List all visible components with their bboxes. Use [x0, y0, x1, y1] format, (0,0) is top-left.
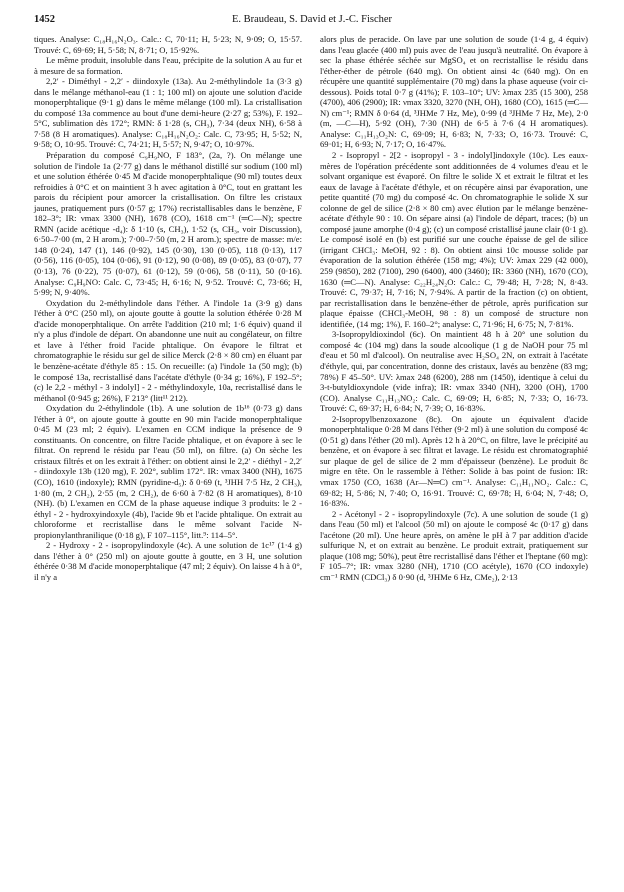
- paragraph: Le même produit, insoluble dans l'eau, précipite de la solution A au fur et à mesure de sa formation.: [34, 55, 302, 76]
- paragraph: 3-Isopropyldioxindol (6c). On maintient 48 h à 20° une solution du composé 4c (104 mg) dans la soude alcoolique (1 g de NaOH pour 75 ml d'eau et 50 ml d'alcool). On neutralise avec H₂SO₄ 2N, on extrait à l'acétate d'éthyle, qui, par concentration, donne des cristaux, lavés au benzène (83 mg; 78%) F 45–50°. UV: λmax 248 (6200), 288 nm (1450), identique à celui du 3-t-butyldioxyndole (vide infra); IR: νmax 3340 (NH), 3200 (OH), 1700 (CO). Analyse C₁₁H₁₃NO₂: Calc. C, 69·09; H, 6·85; N, 7·33; O, 16·73. Trouvé: C, 69·37; H, 6·84; N, 7·39; O, 16·83%.: [320, 329, 588, 414]
- right-column: [320, 34, 588, 582]
- paragraph: 2-Isopropylbenzoxazone (8c). On ajoute un équivalent d'acide monoperphtalique 0·28 M dans l'éther (9·2 ml) à une solution du composé 4c (0·51 g) dans l'éther (20 ml). Après 12 h à 20°C, on filtre, lave le précipité au benzène, et on évapore à sec filtrat et lavage. Le résidu est chromatographié sur plaque de gel de silice de 2 mm d'épaisseur (benzène). Le produit 8c migre en tête. On le rassemble à l'éther: Solide à bas point de fusion: IR: νmax 1750 (CO, 1638 (Ar—N═C) cm⁻¹. Analyse: C₁₁H₁₁NO₂. Calc.: C, 69·82; H, 5·86; N, 7·40; O, 16·91. Trouvé: C, 69·78; H, 6·04; N, 7·48; O, 16·83%.: [320, 413, 588, 509]
- left-column: [34, 34, 302, 582]
- paragraph: 2 - Hydroxy - 2 - isopropylindoxyle (4c). A une solution de 1c¹⁷ (1·4 g) dans l'éther à 0° (250 ml) on ajoute goutte à goutte, en 3 H, une solution éthérée 0·38 M d'acide monoperphtalique (47 ml; 2 équiv). On laisse 4 h à 0°, il n'y a: [34, 540, 302, 582]
- paragraph: Préparation du composé C₉H₉NO, F 183°, (2a, ?). On mélange une solution de l'indole 1a (2·77 g) dans le méthanol distillé sur sodium (100 ml) et une solution éthérée 0·45 M d'acide monoperphtalique (90 ml) toutes deux refroidies à 0°C et on maintient 3 h avec agitation à 0°C, tout en grattant les parois du récipient pour amorcer la cristallisation. On filtre les cristaux jaunes, pratiquement purs (0·57 g; 17%) recristallisables dans le benzène, F 182–3°; IR: νmax 3300 (NH), 1678 (CO), 1618 cm⁻¹ (═C—N); spectre RMN (acide acétique -d₄): δ 1·10 (s, CH₃), 1·52 (s, CH₃, voir Discussion), 6·50–7·00 (m, 2 H arom.); 7·00–7·50 (m, 2 H arom.); spectre de masse: m/e: 148 (0·24), 147 (1), 146 (0·92), 145 (0·30), 130 (0·05), 118 (0·13), 117 (0·56), 116 (0·05), 104 (0·06), 91 (0·12), 90 (0·08), 89 (0·05), 83 (0·07), 77 (0·13), 76 (0·22), 75 (0·07), 61 (0·12), 59 (0·06), 58 (0·11), 50 (0·16). Analyse: C₉H₉NO: Calc. C, 73·45; H, 6·16; N, 9·52. Trouvé: C, 73·66; H, 5·99; N, 9·40%.: [34, 150, 302, 298]
- paragraph: tiques. Analyse: C₁₈H₁₆N₂O₃. Calc.: C, 70·11; H, 5·23; N, 9·09; O, 15·57. Trouvé: C, 69·69; H, 5·58; N, 8·71; O, 15·92%.: [34, 34, 302, 55]
- paragraph: Oxydation du 2-éthylindole (1b). A une solution de 1b¹⁶ (0·73 g) dans l'éther à 0°, on ajoute goutte à goutte en 90 min l'acide monoperphtalique 0·45 M (23 ml; 2 équiv). L'examen en CCM indique la présence de 9 constituants. On concentre, on filtre l'acide phtalique, et on évapore à sec le filtrat. On reprend le résidu par l'eau (50 ml), on filtre. (a) On sèche les cristaux filtrés et on les extrait à l'éther: on obtient ainsi le 2,2′ - diéthyl - 2,2′ - diindoxyle 13b (120 mg), F. 202°, sublim 172°. IR: νmax 3400 (NH), 1675 (CO), 1610 (indoxyle); RMN (pyridine-d₅): δ 0·69 (t, ³JHH 7·5 Hz, 2 CH₃), 1·80 (m, 2 CH₂), 2·55 (m, 2 CH₂), de 6·60 à 7·82 (8 H aromatiques), 8·10 (NH). (b) L'examen en CCM de la phase aqueuse indique 3 produits: le 2 - éthyl - 2 - hydroxyindoxyle (4b), l'acide 9b et l'acide phtalique. On extrait au chloroforme et recristallise dans le même solvant l'acide N-propionylanthranilique (0·18 g), F 107–115°, litt.⁹: 114–5°.: [34, 403, 302, 540]
- paragraph: 2 - Isopropyl - 2[2 - isopropyl - 3 - indolyl]indoxyle (10c). Les eaux-mères de l'opération précédente sont additionnées de 4 volumes d'eau et le solvant organique est évaporé. On filtre le solide X et extrait le filtrat et les eaux de lavage à l'acétate d'éthyle, et on récupère ainsi par évaporation, une petite quantité (70 mg) du composé 4c. On chromatographie le solide X sur colonne de gel de silice (2·8 × 80 cm) avec élution par le mélange benzène-acétate d'éthyle 90 : 10. On sépare ainsi (a) l'indole de départ, traces; (b) un composé jaune amorphe (0·4 g); (c) un composé cristallisé jaune clair (0·1 g). Le composé isolé en (b) est purifié sur une couche épaisse de gel de silice (irrigant CHCl₃: MeOH, 92 : 8). On obtient ainsi 10c mousse solide par évaporation de la solution éthérée (158 mg; 4%); UV: λmax 229 (42 000), 259 (9850), 282 (7100), 290 (6400), 400 (3460); IR: 3360 (NH), 1670 (CO), 1630 (═C—N). Analyse: C₂₂H₂₄N₂O: Calc.: C, 79·48; H, 7·28; N, 8·43. Trouvé: C, 79·37; H, 7·16; N, 7·94%. A partir de la fraction (c) on obtient, par recristallisation dans le benzène-éther de pétrole, après purification sur plaque épaisse (CHCl₃-MeOH, 98 : 8) un composé de structure non identifiée, (14 mg; 1%), F. 160–2°; analyse: C, 71·96; H, 6·75; N, 7·81%.: [320, 150, 588, 329]
- paragraph: 2 - Acétonyl - 2 - isopropylindoxyle (7c). A une solution de soude (1 g) dans l'eau (50 ml) et l'alcool (50 ml) on ajoute le composé 4c (0·17 g) dans l'acétone (20 ml). Une heure après, on amène le pH à 7 par addition d'acide sulfurique N, et on extrait au benzène. Le produit extrait, pratiquement sur plaque (108 mg; 50%), peut être recristallisé dans l'éther et l'heptane (60 mg): F 105–7°; IR: νmax 3280 (NH), 1710 (CO acétyle), 1670 (CO indoxyle) cm⁻¹ RMN (CDCl₃) δ 0·90 (d, ³JHMe 6 Hz, CMe₂), 2·13: [320, 508, 588, 582]
- paragraph: alors plus de peracide. On lave par une solution de soude (1·4 g, 4 équiv) dans l'eau glacée (400 ml) puis avec de l'eau jusqu'à neutralité. On évapore à sec la phase éthérée séchée sur MgSO₄ et on recristallise le résidu dans l'éther-éther de pétrole (640 mg). On obtient ainsi 4c (640 mg). On en récupère une quantité supplémentaire (70 mg) dans la phase aqueuse (voir ci-dessous). Poids total 0·7 g (41%); F. 103–10°; UV: λmax 235 (15 300), 258 (4700), 406 (2900); IR: νmax 3320, 3270 (NH, OH), 1680 (CO), 1615 (═C—N) cm⁻¹; RMN δ 0·64 (d, ³JHMe 7 Hz, Me), 0·99 (d ³JHMe 7 Hz, Me), 2·0 (m, —C—H), 5·92 (OH), 7·30 (NH) de 6·5 à 7·6 (4 H aromatiques). Analyse: C₁₁H₁₃O₂N: C, 69·09; H, 6·83; N, 7·33; O, 16·73. Trouvé: C, 69·01; H, 6·93; N, 7·17; O, 16·47%.: [320, 34, 588, 150]
- paragraph: 2,2′ - Diméthyl - 2,2′ - diindoxyle (13a). Au 2-méthylindole 1a (3·3 g) dans le mélange méthanol-eau (1 : 1; 100 ml) on ajoute une solution d'acide monoperphtalique (9·1 g) dans le même mélange (100 ml). La cristallisation du composé 13a commence au bout d'une demi-heure (2·27 g; 53%), F. 192–5°C, sublimation dès 172°; RMN: δ 1·28 (s, CH₃), 7·34 (deux NH), 6·58 à 7·58 (8 H aromatiques). Analyse: C₁₈H₁₆N₂O₂: Calc. C, 73·95; H, 5·52; N, 9·58; O, 10·95. Trouvé: C, 74·21; H, 5·57; N, 9·47; O, 10·97%.: [34, 76, 302, 150]
- page-number: 1452: [34, 14, 55, 25]
- running-title: E. Braudeau, S. David et J.-C. Fischer: [231, 14, 393, 25]
- paragraph: Oxydation du 2-méthylindole dans l'éther. A l'indole 1a (3·9 g) dans l'éther à 0°C (250 ml), on ajoute goutte à goutte la solution éthérée 0·28 M d'acide monoperphtalique. On arrête l'addition (210 ml; 1·6 équiv) quand il n'y a plus d'indole de départ. On abandonne une nuit au congélateur, on filtre et lave à l'éther froid l'acide phtalique. On évapore le filtrat et chromatographie le résidu sur gel de silice Merck (2·8 × 80 cm) en éluant par le benzène-acétate d'éthyle 85 : 15. On recueille: (a) l'indole 1a (50 mg); (b) le composé 13a, recristallisé dans l'acétate d'éthyle (0·34 g; 16%), F 192–5°; (c) le 2,2 - méthyl - 3 indolyl] - 2 - méthylindoxyle, 10a, recristallisé dans le méthanol (0·945 g; 26%), F 213° (litt¹¹ 212).: [34, 297, 302, 403]
- page-header: [34, 14, 590, 30]
